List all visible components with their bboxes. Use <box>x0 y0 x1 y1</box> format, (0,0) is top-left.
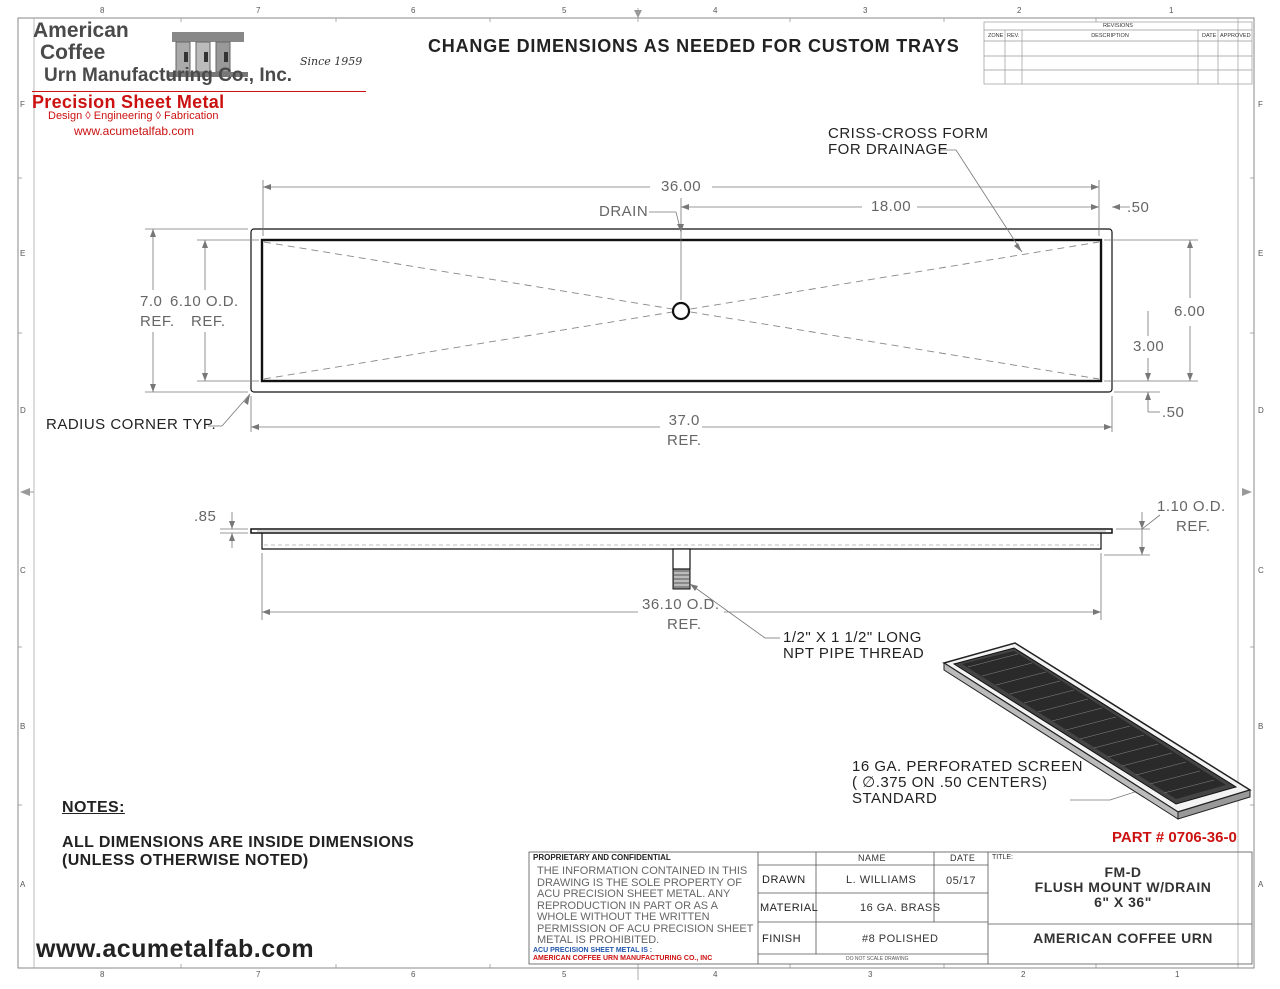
dim-length-od-value: 36.10 O.D. <box>642 596 720 613</box>
logo-line-2: Coffee <box>40 41 106 64</box>
zone-number: 6 <box>411 970 416 979</box>
acu-line: ACU PRECISION SHEET METAL IS : <box>533 947 653 954</box>
finish-label: FINISH <box>762 933 802 945</box>
dim-half-18: 18.00 <box>871 198 912 215</box>
notes-heading: NOTES: <box>62 799 125 816</box>
title-line-1: FM-D <box>1104 864 1142 880</box>
zone-letter: B <box>1258 722 1264 731</box>
dim-overall-value: 37.0 <box>668 412 700 429</box>
radius-corner-note: RADIUS CORNER TYP. <box>46 416 217 433</box>
dim-od-height-ref: REF. <box>1176 518 1211 535</box>
zone-number: 5 <box>562 6 567 15</box>
zone-letter: F <box>20 100 25 109</box>
zone-number: 5 <box>562 970 567 979</box>
zone-number: 4 <box>713 970 718 979</box>
footer-url[interactable]: www.acumetalfab.com <box>36 935 315 963</box>
screen-note-line-2: ( ∅.375 ON .50 CENTERS) <box>852 774 1048 791</box>
dim-length-od-ref: REF. <box>667 616 702 633</box>
title-line-2: FLUSH MOUNT W/DRAIN <box>1034 879 1212 895</box>
company-name: AMERICAN COFFEE URN <box>1033 930 1213 946</box>
material-value: 16 GA. BRASS <box>860 902 941 914</box>
custom-tray-instruction: CHANGE DIMENSIONS AS NEEDED FOR CUSTOM TRAYS <box>428 36 960 56</box>
zone-number: 2 <box>1021 970 1026 979</box>
dim-length-36: 36.00 <box>661 178 702 195</box>
zone-number: 3 <box>863 6 868 15</box>
dim-outer-height-ref: REF. <box>140 313 175 330</box>
drawn-name: L. WILLIAMS <box>846 874 917 886</box>
part-number: PART # 0706-36-0 <box>1112 829 1237 846</box>
revisions-title: REVISIONS <box>1103 23 1133 29</box>
proprietary-heading: PROPRIETARY AND CONFIDENTIAL <box>533 853 671 862</box>
dim-inner-od-ref: REF. <box>191 313 226 330</box>
zone-letter: D <box>1258 406 1264 415</box>
notes-line-2: (UNLESS OTHERWISE NOTED) <box>62 852 309 869</box>
dim-mid-3: 3.00 <box>1133 338 1165 355</box>
criss-cross-line-2: FOR DRAINAGE <box>828 141 949 158</box>
criss-cross-line-1: CRISS-CROSS FORM <box>828 125 989 142</box>
zone-number: 7 <box>256 6 261 15</box>
dim-flange-bottom: .50 <box>1162 404 1185 421</box>
precision-sheet-metal: Precision Sheet Metal <box>32 92 225 112</box>
zone-number: 8 <box>100 970 105 979</box>
zone-letter: C <box>1258 566 1264 575</box>
dim-od-height-value: 1.10 O.D. <box>1157 498 1226 515</box>
logo-line-1: American <box>33 19 129 42</box>
dim-inner-od-value: 6.10 O.D. <box>170 293 239 310</box>
dim-flange-top: .50 <box>1127 199 1150 216</box>
logo-line-3: Urn Manufacturing Co., Inc. <box>44 65 293 86</box>
rev-col-date: DATE <box>1202 33 1217 39</box>
rev-col-rev: REV. <box>1007 33 1020 39</box>
do-not-scale: DO NOT SCALE DRAWING <box>846 956 909 962</box>
rev-col-approved: APPROVED <box>1220 33 1251 39</box>
drawn-date: 05/17 <box>946 875 977 887</box>
finish-value: #8 POLISHED <box>862 933 939 945</box>
dim-overall-ref: REF. <box>667 432 702 449</box>
notes-line-1: ALL DIMENSIONS ARE INSIDE DIMENSIONS <box>62 834 415 851</box>
pipe-note-line-2: NPT PIPE THREAD <box>783 645 925 662</box>
zone-number: 2 <box>1017 6 1022 15</box>
zone-letter: F <box>1258 100 1263 109</box>
material-label: MATERIAL <box>760 902 819 914</box>
dim-outer-height-value: 7.0 <box>140 293 163 310</box>
drawing-title <box>1000 865 1246 910</box>
title-label: TITLE: <box>992 854 1014 861</box>
col-date: DATE <box>950 853 976 863</box>
disciplines: Design ◊ Engineering ◊ Fabrication <box>48 110 219 122</box>
zone-letter: A <box>1258 880 1264 889</box>
zone-number: 1 <box>1169 6 1174 15</box>
proprietary-text: THE INFORMATION CONTAINED IN THIS DRAWING IS THE SOLE PROPERTY OF ACU PRECISION SHEET METAL. ANY REPRODUCTION IN PART OR AS A WHOLE WITHOUT THE WRITTEN PERMISSION OF ACU PRECISION SHEET METAL IS PROHIBITED. <box>537 865 754 946</box>
zone-letter: B <box>20 722 26 731</box>
rev-col-description: DESCRIPTION <box>1091 33 1129 39</box>
pipe-note-line-1: 1/2" X 1 1/2" LONG <box>783 629 922 646</box>
drawn-label: DRAWN <box>762 874 806 886</box>
logo-url[interactable]: www.acumetalfab.com <box>74 124 195 138</box>
zone-number: 1 <box>1175 970 1180 979</box>
zone-letter: D <box>20 406 26 415</box>
col-name: NAME <box>858 853 887 863</box>
zone-letter: A <box>20 880 26 889</box>
acu-company: AMERICAN COFFEE URN MANUFACTURING CO., INC <box>533 955 713 962</box>
zone-letter: E <box>1258 249 1264 258</box>
zone-number: 8 <box>100 6 105 15</box>
zone-number: 3 <box>868 970 873 979</box>
dim-height-6: 6.00 <box>1174 303 1206 320</box>
screen-note-line-3: STANDARD <box>852 790 938 807</box>
zone-letter: E <box>20 249 26 258</box>
since-year: Since 1959 <box>300 55 363 68</box>
company-logo <box>32 20 372 140</box>
title-line-3: 6" X 36" <box>1094 894 1152 910</box>
drain-label: DRAIN <box>599 203 649 220</box>
zone-number: 6 <box>411 6 416 15</box>
zone-number: 7 <box>256 970 261 979</box>
zone-number: 4 <box>713 6 718 15</box>
screen-note-line-1: 16 GA. PERFORATED SCREEN <box>852 758 1083 775</box>
zone-letter: C <box>20 566 26 575</box>
rev-col-zone: ZONE <box>988 33 1004 39</box>
dim-depth: .85 <box>194 508 217 525</box>
